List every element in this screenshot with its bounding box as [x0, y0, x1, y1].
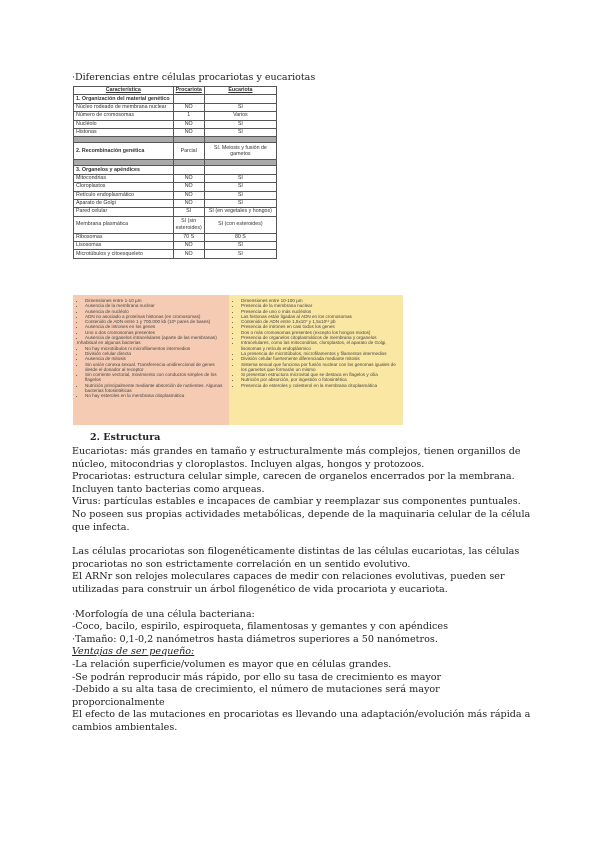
- morphology-title: ·Morfología de una célula bacteriana:: [72, 608, 255, 620]
- list-item: • Ausencia de intrones en los genes: [85, 324, 225, 329]
- comparison-table: [73, 86, 277, 259]
- page-heading: ·Diferencias entre células procariotas y eucariotas: [72, 72, 316, 83]
- prokaryote-traits-panel: [73, 295, 229, 425]
- table-row: [74, 208, 277, 216]
- table-cell: [173, 166, 204, 174]
- table-cell: SI: [204, 242, 276, 250]
- list-item: • Ausencia de mitosis: [85, 356, 225, 361]
- table-cell: Membrana plasmática: [74, 216, 174, 233]
- table-cell: NO: [173, 183, 204, 191]
- table-cell: Cloroplastos: [74, 183, 174, 191]
- list-item: • Sistema sexual que funciona por fusión nuclear con los genomas iguales de los gametos que formarán un mismo: [241, 362, 399, 373]
- paragraph-virus: Virus: partículas estables e incapaces de cambiar y reemplazar sus componentes puntuales. No poseen sus propias actividades metabólicas, depende de la maquinaria celular de la célula que infecta.: [72, 496, 531, 533]
- advantage-1: -La relación superficie/volumen es mayor que en células grandes.: [72, 658, 392, 670]
- table-cell: SI (sin esteroides): [173, 216, 204, 233]
- table-cell: NO: [173, 128, 204, 136]
- header-feature: Característica: [74, 87, 174, 95]
- table-cell: SI: [204, 103, 276, 111]
- table-cell: 1. Organización del material genético: [74, 95, 174, 103]
- list-item: • Presencia de organelos citoplasmáticos de membrana y organelos: [241, 335, 399, 340]
- list-item: • No hay microtúbulos ni microfilamentos intermedios: [85, 346, 225, 351]
- table-cell: Histonas: [74, 128, 174, 136]
- list-item: • Si presentan estructura microvital que se destaca en flagelos y cilia: [241, 372, 399, 377]
- table-cell: SI: [204, 174, 276, 182]
- table-cell: 1: [173, 112, 204, 120]
- table-row: [74, 143, 277, 160]
- table-cell: [204, 166, 276, 174]
- table-row: [74, 242, 277, 250]
- advantages-title: Ventajas de ser pequeño:: [72, 646, 195, 658]
- section-title: 2. Estructura: [90, 432, 161, 443]
- paragraph-phylogeny: Las células procariotas son filogenéticamente distintas de las células eucariotas, las células procariotas no son estrictamente correlación en un sentido evolutivo.: [72, 546, 520, 570]
- size-line: ·Tamaño: 0,1-0,2 nanómetros hasta diámetros superiores a 50 nanómetros.: [72, 633, 438, 645]
- advantage-3: -Debido a su alta tasa de crecimiento, el número de mutaciones será mayor proporcionalmente: [72, 684, 440, 708]
- list-item: • Las histonas están ligadas al ADN en los cromosomas: [241, 314, 399, 319]
- list-item: • Contenido de ADN entre 1,5x10⁷ y 1,5x10¹¹ pb: [241, 319, 399, 324]
- list-item: • Intracelulares, como las mitocondrias, cloroplastos, el aparato de Golgi, lisosomas y retículo endoplásmico: [241, 340, 399, 351]
- table-cell: Microtúbulos y citoesqueleto: [74, 250, 174, 258]
- list-item: • Presencia de intrones en casi todos los genes: [241, 324, 399, 329]
- table-row: [74, 103, 277, 111]
- table-cell: [204, 95, 276, 103]
- list-item: • Dimensiones entre 1-10 µm: [85, 298, 225, 303]
- table-cell: NO: [173, 199, 204, 207]
- list-item: • Ausencia de organelos intracelulares (aparte de las membranas): [85, 335, 225, 340]
- table-cell: NO: [173, 174, 204, 182]
- table-row: [74, 250, 277, 258]
- table-cell: Lisosomas: [74, 242, 174, 250]
- list-item: • Nutrición principalmente mediante absorción de nutrientes. Algunas bacterias fotosintéticas: [85, 383, 225, 394]
- table-cell: SI (en vegetales y hongos): [204, 208, 276, 216]
- table-header-row: [74, 87, 277, 95]
- list-item: • Uno o dos cromosomas presentes: [85, 330, 225, 335]
- list-item: • Contenido de ADN entre 1 y 700.000 kb (10⁶ pares de bases): [85, 319, 225, 324]
- table-cell: SI: [204, 128, 276, 136]
- table-cell: SI: [204, 120, 276, 128]
- table-cell: Núcleo rodeado de membrana nuclear: [74, 103, 174, 111]
- table-row: [74, 191, 277, 199]
- eukaryote-traits-panel: [229, 295, 403, 425]
- table-cell: SI: [204, 191, 276, 199]
- table-cell: Parcial: [173, 143, 204, 160]
- table-row: [74, 233, 277, 241]
- list-item: • Nutrición por absorción, por ingestión o fotosintética: [241, 377, 399, 382]
- table-cell: 80 S: [204, 233, 276, 241]
- list-item: • Sin unión conexa sexual. Transferencia unidireccional de genes desde el donador al receptor: [85, 362, 225, 373]
- body-text: [72, 446, 532, 734]
- table-cell: 70 S: [173, 233, 204, 241]
- header-eukaryote: Eucariota: [204, 87, 276, 95]
- table-cell: [173, 95, 204, 103]
- table-cell: SI: [204, 199, 276, 207]
- advantage-2: -Se podrán reproducir más rápido, por ello su tasa de crecimiento es mayor: [72, 671, 442, 683]
- table-cell: Número de cromosomas: [74, 112, 174, 120]
- table-cell: NO: [173, 242, 204, 250]
- table-cell: NO: [173, 120, 204, 128]
- header-prokaryote: Procariota: [173, 87, 204, 95]
- list-item: • Presencia de esteroles y colesterol en la membrana citoplasmática: [241, 383, 399, 388]
- table-cell: SI (con esteroides): [204, 216, 276, 233]
- morphology-list: -Coco, bacilo, espirilo, espiroqueta, filamentosas y gemantes y con apéndices: [72, 621, 449, 633]
- table-body: [74, 95, 277, 258]
- list-item: • División celular directa: [85, 351, 225, 356]
- table-cell: SI. Meiosis y fusión de gametos: [204, 143, 276, 160]
- table-cell: 2. Recombinación genética: [74, 143, 174, 160]
- table-row: [74, 95, 277, 103]
- list-item: • ADN no asociado a proteínas histonas (en cromosomas): [85, 314, 225, 319]
- table-row: [74, 199, 277, 207]
- paragraph-rrna: El ARNr son relojes moleculares capaces de medir con relaciones evolutivas, pueden ser utilizadas para construir un árbol filogenético de vida procariota y eucariota.: [72, 571, 505, 595]
- table-cell: SI: [204, 183, 276, 191]
- table-cell: Varios: [204, 112, 276, 120]
- table-row: [74, 216, 277, 233]
- table-cell: NO: [173, 250, 204, 258]
- table-cell: Retículo endoplasmático: [74, 191, 174, 199]
- table-cell: NO: [173, 191, 204, 199]
- mutation-effect: El efecto de las mutaciones en procariotas es llevando una adaptación/evolución más rápida a cambios ambientales.: [72, 709, 531, 733]
- table-row: [74, 112, 277, 120]
- list-item: • Ausencia de la membrana nuclear: [85, 303, 225, 308]
- list-item: • Dimensiones entre 10-100 µm: [241, 298, 399, 303]
- list-item: • Sin corriente vectorial, movimiento con conductos simples de los flagelos: [85, 372, 225, 383]
- table-cell: SI: [204, 250, 276, 258]
- list-item: • Presencia de uno o más nucléolos: [241, 309, 399, 314]
- paragraph-eukaryotes: Eucariotas: más grandes en tamaño y estructuralmente más complejos, tienen organillos de núcleo, mitocondrias y cloroplastos. Incluyen algas, hongos y protozoos.: [72, 446, 521, 470]
- table-cell: Ribosomas: [74, 233, 174, 241]
- list-item: • Dos o más cromosomas presentes (excepto los hongos mixtos): [241, 330, 399, 335]
- table-row: [74, 166, 277, 174]
- table-row: [74, 120, 277, 128]
- table-row: [74, 174, 277, 182]
- list-item: • No hay esteroles en la membrana citoplasmática: [85, 393, 225, 398]
- list-item: • Presencia de la membrana nuclear: [241, 303, 399, 308]
- list-item: Inhabitual en algunas bacterias: [77, 340, 141, 346]
- table-cell: Nucléolo: [74, 120, 174, 128]
- table-cell: Pared celular: [74, 208, 174, 216]
- table-row: [74, 183, 277, 191]
- table-cell: NO: [173, 103, 204, 111]
- table-cell: SI: [173, 208, 204, 216]
- list-item: • La presencia de microtúbulos, microfilamentos y filamentos intermedios: [241, 351, 399, 356]
- list-item: • Ausencia de nucléolo: [85, 309, 225, 314]
- paragraph-prokaryotes: Procariotas: estructura celular simple, carecen de organelos encerrados por la membrana. Incluyen tanto bacterias como arqueas.: [72, 471, 515, 495]
- table-cell: Mitocondrias: [74, 174, 174, 182]
- list-item: • División celular fuertemente diferenciada mediante mitosis: [241, 356, 399, 361]
- table-row: [74, 128, 277, 136]
- table-cell: Aparato de Golgi: [74, 199, 174, 207]
- table-cell: 3. Organelos y apéndices: [74, 166, 174, 174]
